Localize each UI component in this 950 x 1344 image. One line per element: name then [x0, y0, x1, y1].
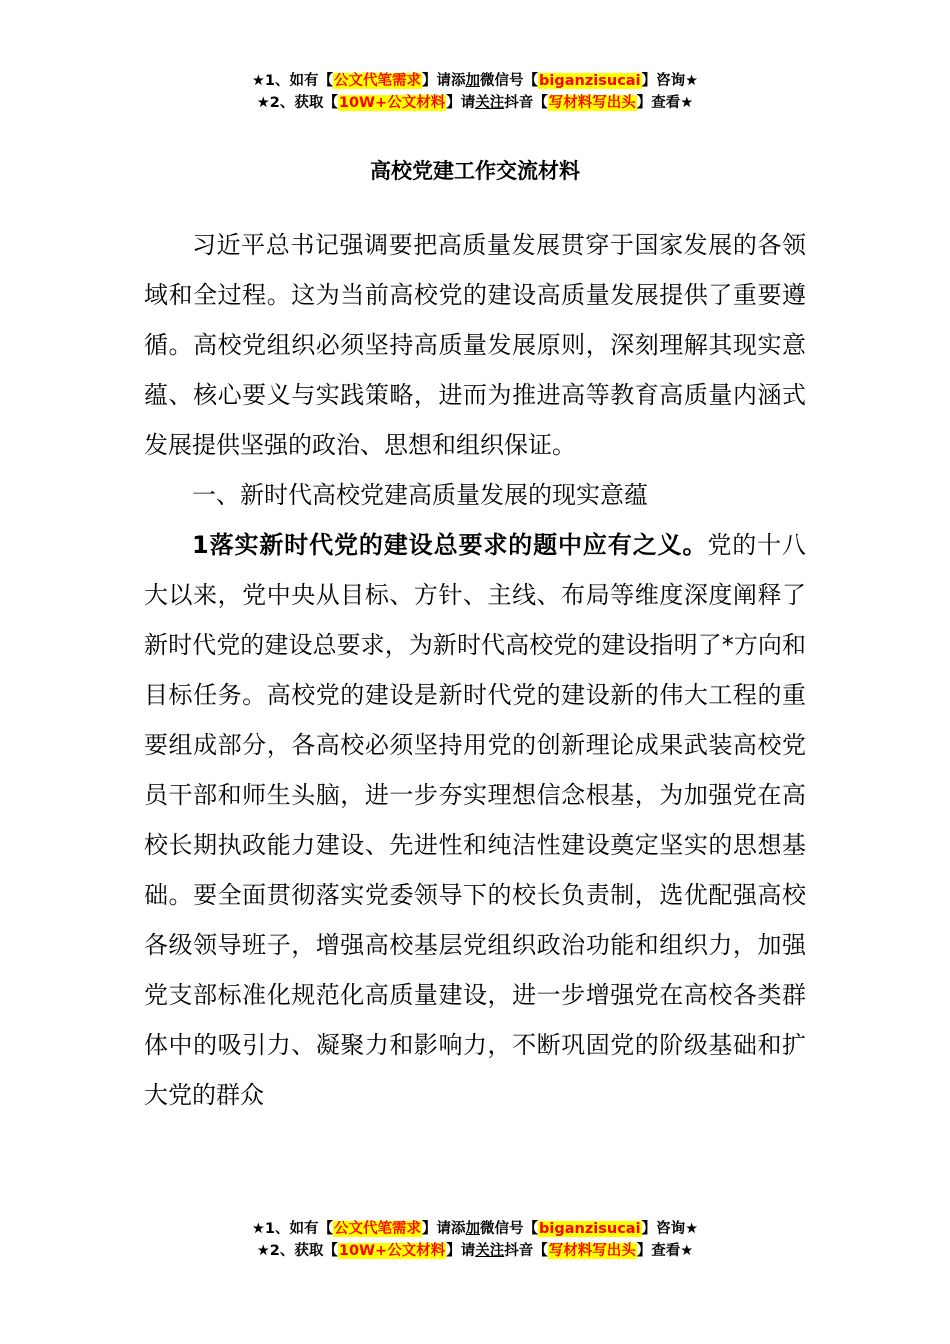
highlight-service: 公文代笔需求 [334, 73, 422, 89]
highlight-douyin-account: 写材料写出头 [548, 95, 636, 111]
banner-line-1 [0, 1218, 950, 1240]
banner-underline: 关注 [475, 95, 505, 111]
paragraph-body: 党的十八大以来，党中央从目标、方针、主线、布局等维度深度阐释了新时代党的建设总要求，为新时代高校党的建设指明了*方向和目标任务。高校党的建设是新时代党的建设新的伟大工程的重要组成部分，各高校必须坚持用党的创新理论成果武装高校党员干部和师生头脑，进一步夯实理想信念根基，为加强党在高校长期执政能力建设、先进性和纯洁性建设奠定坚实的思想基础。要全面贯彻落实党委领导下的校长负责制，选优配强高校各级领导班子，增强高校基层党组织政治功能和组织力，加强党支部标准化规范化高质量建设，进一步增强党在高校各类群体中的吸引力、凝聚力和影响力，不断巩固党的阶级基础和扩大党的群众 [144, 531, 807, 1109]
header-banner [0, 70, 950, 114]
banner-text: 微信号【 [480, 73, 539, 89]
document-body [144, 220, 806, 1120]
banner-text: ★2、获取【 [256, 1243, 338, 1259]
banner-line-1 [0, 70, 950, 92]
paragraph-section-1 [144, 520, 806, 1120]
highlight-materials: 10W+公文材料 [338, 1243, 446, 1259]
banner-text: 】咨询★ [641, 1221, 699, 1237]
highlight-materials: 10W+公文材料 [338, 95, 446, 111]
banner-text: 】请 [446, 95, 476, 111]
banner-text: ★2、获取【 [256, 95, 338, 111]
banner-text: 】请添 [422, 1221, 466, 1237]
highlight-wechat-id: biganzisucai [539, 73, 641, 89]
banner-text: ★1、如有【 [251, 73, 334, 89]
banner-text: 】请添 [422, 73, 466, 89]
highlight-douyin-account: 写材料写出头 [548, 1243, 636, 1259]
banner-text: 】请 [446, 1243, 476, 1259]
banner-text: ★1、如有【 [251, 1221, 334, 1237]
banner-text: 】查看★ [636, 1243, 694, 1259]
highlight-wechat-id: biganzisucai [539, 1221, 641, 1237]
banner-line-2 [0, 92, 950, 114]
paragraph-intro: 习近平总书记强调要把高质量发展贯穿于国家发展的各领域和全过程。这为当前高校党的建设高质量发展提供了重要遵循。高校党组织必须坚持高质量发展原则，深刻理解其现实意蕴、核心要义与实践策略，进而为推进高等教育高质量内涵式发展提供坚强的政治、思想和组织保证。 [144, 231, 806, 459]
document-title: 高校党建工作交流材料 [370, 159, 580, 183]
footer-banner [0, 1218, 950, 1262]
banner-text: 微信号【 [480, 1221, 539, 1237]
banner-text: 抖音【 [504, 95, 548, 111]
banner-line-2 [0, 1240, 950, 1262]
banner-underline: 关注 [475, 1243, 505, 1259]
section-heading: 一、新时代高校党建高质量发展的现实意蕴 [192, 481, 648, 509]
banner-underline: 加 [465, 1221, 481, 1237]
banner-text: 】咨询★ [641, 73, 699, 89]
highlight-service: 公文代笔需求 [334, 1221, 422, 1237]
banner-text: 抖音【 [504, 1243, 548, 1259]
paragraph-lead: 1落实新时代党的建设总要求的题中应有之义。 [192, 531, 708, 559]
banner-underline: 加 [465, 73, 481, 89]
banner-text: 】查看★ [636, 95, 694, 111]
